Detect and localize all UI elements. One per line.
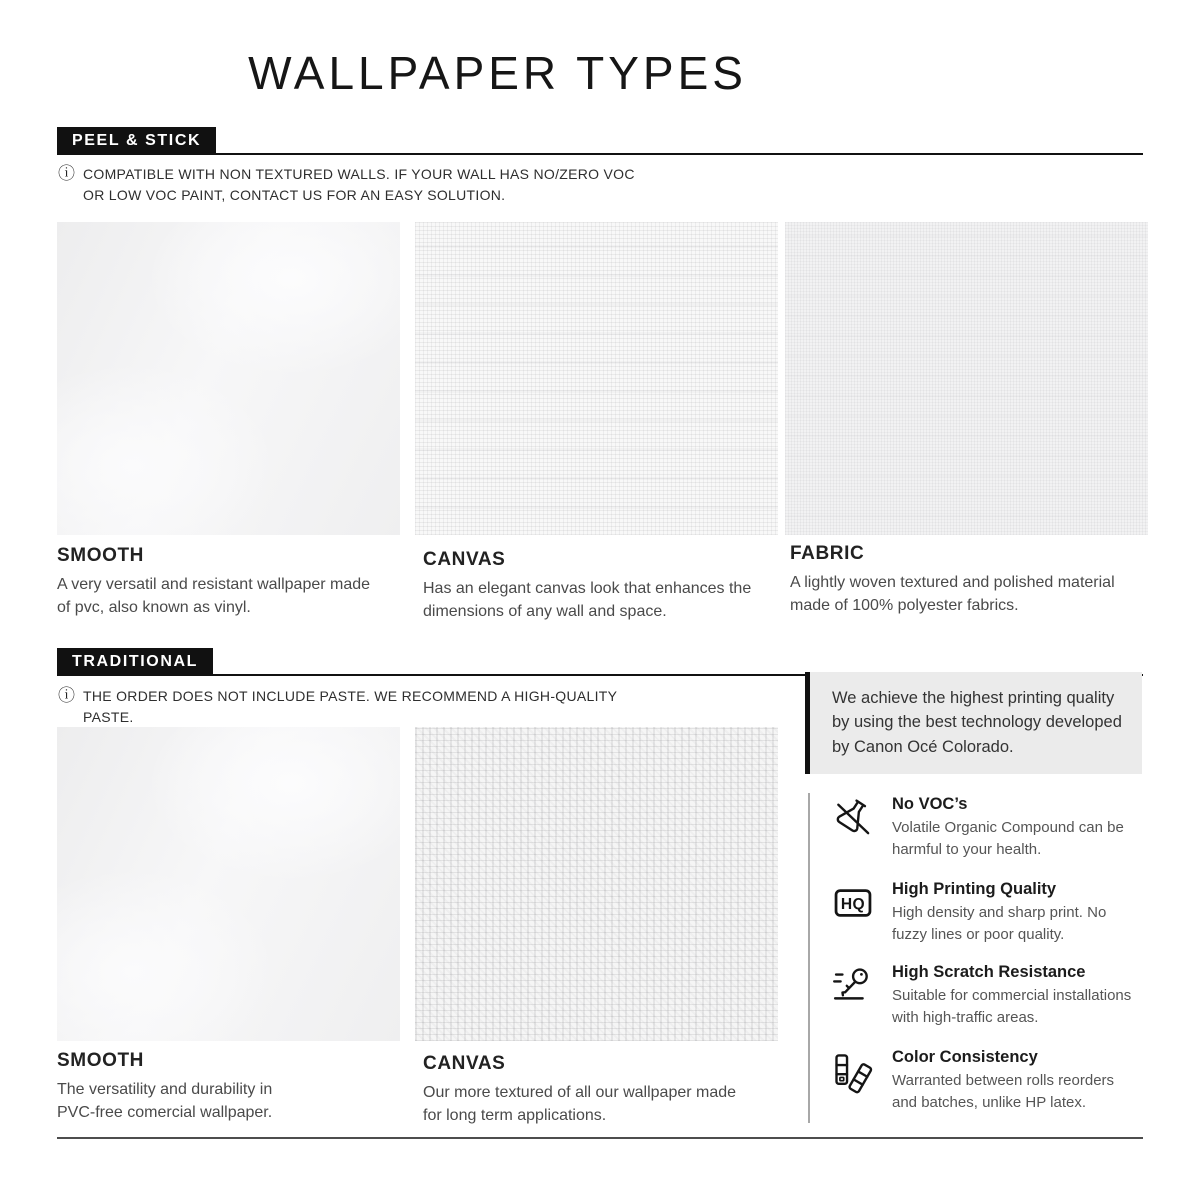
swatch-smooth-traditional (57, 727, 400, 1041)
swatch-canvas-peel-stick (415, 222, 778, 535)
info-note-traditional (58, 686, 645, 729)
swatch-title: SMOOTH (57, 1050, 144, 1071)
swatch-description: A lightly woven textured and polished material made of 100% polyester fabrics. (790, 574, 1115, 614)
color-consistency-swatchbook-icon (831, 1048, 875, 1094)
swatch-caption-fabric (790, 543, 1126, 617)
swatch-caption-smooth-traditional (57, 1050, 297, 1124)
quote-text: We achieve the highest printing quality by using the best technology developed by Canon Océ Colorado. (832, 689, 1122, 756)
feature-color-consistency (831, 1048, 1143, 1114)
feature-description: Volatile Organic Compound can be harmful to your health. (892, 819, 1124, 858)
swatch-title: CANVAS (423, 549, 506, 570)
feature-title: High Scratch Resistance (892, 963, 1086, 981)
swatch-title: CANVAS (423, 1053, 506, 1074)
feature-description: High density and sharp print. No fuzzy lines or poor quality. (892, 904, 1107, 943)
section-label-peel-stick: PEEL & STICK (57, 127, 216, 153)
info-note-peel-stick (58, 164, 645, 207)
swatch-smooth-peel-stick (57, 222, 400, 535)
feature-title: Color Consistency (892, 1048, 1038, 1066)
high-printing-quality-icon (831, 880, 875, 926)
scratch-resistance-key-icon (831, 963, 875, 1009)
note-text: COMPATIBLE WITH NON TEXTURED WALLS. IF YOUR WALL HAS NO/ZERO VOC OR LOW VOC PAINT, CONTACT US FOR AN EASY SOLUTION. (83, 166, 635, 204)
swatch-title: FABRIC (790, 543, 865, 564)
feature-description: Warranted between rolls reorders and batches, unlike HP latex. (892, 1072, 1115, 1111)
swatch-caption-smooth (57, 545, 379, 619)
swatch-description: A very versatil and resistant wallpaper made of pvc, also known as vinyl. (57, 576, 371, 616)
bottom-divider (57, 1137, 1143, 1139)
swatch-title: SMOOTH (57, 545, 144, 566)
swatch-fabric-peel-stick (785, 222, 1148, 535)
swatch-description: The versatility and durability in PVC-free comercial wallpaper. (57, 1081, 273, 1121)
hq-icon-text: HQ (840, 895, 866, 913)
features-divider-line (808, 793, 810, 1123)
feature-no-vocs (831, 795, 1143, 861)
section-rule-peel-stick (57, 127, 1143, 155)
swatch-description: Has an elegant canvas look that enhances the dimensions of any wall and space. (423, 580, 752, 620)
feature-title: No VOC’s (892, 795, 968, 813)
swatch-canvas-traditional (415, 727, 778, 1041)
swatch-caption-canvas-traditional (423, 1053, 745, 1127)
page-title: WALLPAPER TYPES (248, 47, 747, 99)
swatch-description: Our more textured of all our wallpaper made for long term applications. (423, 1084, 737, 1124)
quote-box (805, 672, 1142, 774)
swatch-caption-canvas (423, 549, 765, 623)
no-voc-icon (831, 795, 875, 841)
feature-description: Suitable for commercial installations with high-traffic areas. (892, 987, 1132, 1026)
info-icon: ⓘ (58, 686, 75, 705)
info-icon: ⓘ (58, 164, 75, 183)
section-label-traditional: TRADITIONAL (57, 648, 213, 674)
feature-title: High Printing Quality (892, 880, 1057, 898)
note-text: THE ORDER DOES NOT INCLUDE PASTE. WE RECOMMEND A HIGH-QUALITY PASTE. (83, 688, 618, 726)
feature-high-printing-quality (831, 880, 1143, 946)
feature-high-scratch-resistance (831, 963, 1143, 1029)
